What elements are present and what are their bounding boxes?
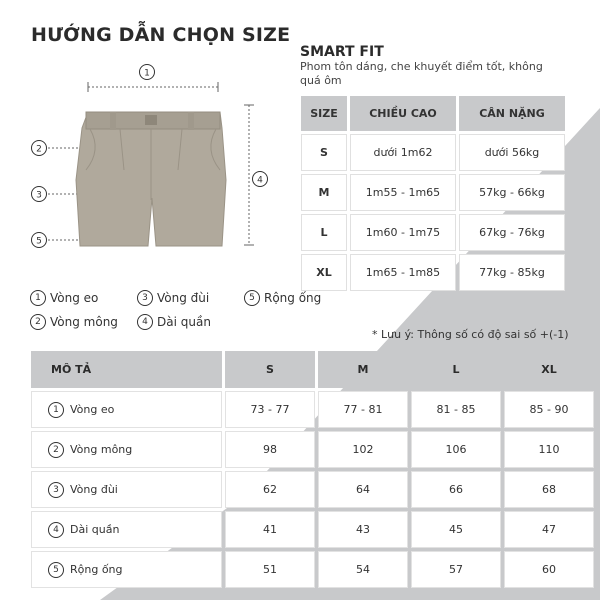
value-cell: 62 xyxy=(225,471,315,508)
table-row xyxy=(301,134,565,171)
table-row xyxy=(31,511,594,548)
header-size-s: S xyxy=(225,351,315,388)
page-title: HƯỚNG DẪN CHỌN SIZE xyxy=(31,24,291,46)
row-label: Rộng ống xyxy=(70,563,123,576)
row-label: Vòng đùi xyxy=(70,483,118,496)
value-cell: 81 - 85 xyxy=(411,391,501,428)
shorts-illustration xyxy=(76,112,226,246)
row-label-cell xyxy=(31,391,222,428)
value-cell: 41 xyxy=(225,511,315,548)
marker-5-label: 5 xyxy=(36,236,42,247)
value-cell: 57 xyxy=(411,551,501,588)
legend-number-1: 1 xyxy=(30,290,46,306)
value-cell: 45 xyxy=(411,511,501,548)
legend-label-4: Dài quần xyxy=(157,315,211,329)
header-weight: CÂN NẶNG xyxy=(459,96,565,131)
value-cell: 64 xyxy=(318,471,408,508)
height-cell: 1m60 - 1m75 xyxy=(350,214,456,251)
tolerance-note: * Lưu ý: Thông số có độ sai số +(-1) xyxy=(372,328,569,341)
header-description: MÔ TẢ xyxy=(31,351,222,388)
header-size-m: M xyxy=(318,351,408,388)
value-cell: 54 xyxy=(318,551,408,588)
legend-item-waist xyxy=(30,290,98,306)
measurement-table xyxy=(28,348,597,591)
row-label-cell xyxy=(31,511,222,548)
legend-item-hem xyxy=(244,290,321,306)
size-fit-header-row xyxy=(301,96,565,131)
fit-description: Phom tôn dáng, che khuyết điểm tốt, không quá ôm xyxy=(300,60,543,87)
height-cell: dưới 1m62 xyxy=(350,134,456,171)
row-number: 4 xyxy=(48,522,64,538)
legend-label-5: Rộng ống xyxy=(264,291,322,305)
row-number: 1 xyxy=(48,402,64,418)
value-cell: 60 xyxy=(504,551,594,588)
weight-cell: 57kg - 66kg xyxy=(459,174,565,211)
size-cell: S xyxy=(301,134,347,171)
value-cell: 51 xyxy=(225,551,315,588)
height-cell: 1m55 - 1m65 xyxy=(350,174,456,211)
legend-item-length xyxy=(137,314,211,330)
legend-label-3: Vòng đùi xyxy=(157,291,210,305)
legend-item-thigh xyxy=(137,290,209,306)
table-row xyxy=(31,391,594,428)
row-label: Vòng eo xyxy=(70,403,115,416)
value-cell: 77 - 81 xyxy=(318,391,408,428)
value-cell: 43 xyxy=(318,511,408,548)
marker-2-label: 2 xyxy=(36,144,42,155)
row-label-cell xyxy=(31,471,222,508)
row-number: 2 xyxy=(48,442,64,458)
fit-name: SMART FIT xyxy=(300,44,384,60)
legend-item-hip xyxy=(30,314,118,330)
size-cell: M xyxy=(301,174,347,211)
value-cell: 68 xyxy=(504,471,594,508)
value-cell: 73 - 77 xyxy=(225,391,315,428)
value-cell: 47 xyxy=(504,511,594,548)
value-cell: 106 xyxy=(411,431,501,468)
marker-1 xyxy=(140,65,155,80)
table-row xyxy=(301,254,565,291)
marker-1-label: 1 xyxy=(144,68,150,79)
marker-4 xyxy=(253,172,268,187)
value-cell: 110 xyxy=(504,431,594,468)
value-cell: 66 xyxy=(411,471,501,508)
table-row xyxy=(31,551,594,588)
waist-measure-line xyxy=(88,82,218,92)
measurement-header-row xyxy=(31,351,594,388)
height-cell: 1m65 - 1m85 xyxy=(350,254,456,291)
row-label: Vòng mông xyxy=(70,443,133,456)
marker-5 xyxy=(32,233,47,248)
row-number: 3 xyxy=(48,482,64,498)
weight-cell: 77kg - 85kg xyxy=(459,254,565,291)
weight-cell: dưới 56kg xyxy=(459,134,565,171)
weight-cell: 67kg - 76kg xyxy=(459,214,565,251)
legend-number-3: 3 xyxy=(137,290,153,306)
row-label: Dài quần xyxy=(70,523,120,536)
size-fit-table xyxy=(298,93,568,294)
marker-2 xyxy=(32,141,47,156)
legend-label-2: Vòng mông xyxy=(50,315,118,329)
header-size-xl: XL xyxy=(504,351,594,388)
value-cell: 98 xyxy=(225,431,315,468)
legend-number-4: 4 xyxy=(137,314,153,330)
header-size: SIZE xyxy=(301,96,347,131)
size-cell: XL xyxy=(301,254,347,291)
marker-4-label: 4 xyxy=(257,175,263,186)
row-label-cell xyxy=(31,551,222,588)
value-cell: 85 - 90 xyxy=(504,391,594,428)
header-height: CHIỀU CAO xyxy=(350,96,456,131)
legend-number-2: 2 xyxy=(30,314,46,330)
marker-3 xyxy=(32,187,47,202)
table-row xyxy=(31,431,594,468)
table-row xyxy=(301,174,565,211)
header-size-l: L xyxy=(411,351,501,388)
legend-label-1: Vòng eo xyxy=(50,291,99,305)
legend-number-5: 5 xyxy=(244,290,260,306)
shorts-diagram xyxy=(20,60,280,250)
row-label-cell xyxy=(31,431,222,468)
value-cell: 102 xyxy=(318,431,408,468)
size-cell: L xyxy=(301,214,347,251)
length-measure-line xyxy=(244,105,254,245)
row-number: 5 xyxy=(48,562,64,578)
table-row xyxy=(301,214,565,251)
marker-3-label: 3 xyxy=(36,190,42,201)
table-row xyxy=(31,471,594,508)
